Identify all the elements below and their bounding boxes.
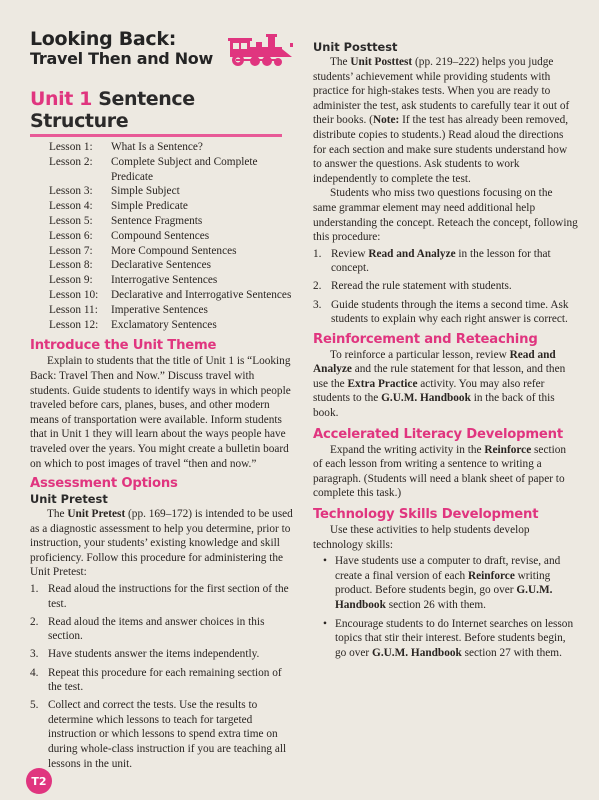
literacy-body: Expand the writing activity in the Reinforce section of each lesson from writing a sentence to writing a paragraph. (Students will need a blank sheet of paper to complete this task.) [313, 443, 567, 500]
lesson-item [49, 288, 295, 303]
lesson-title: Interrogative Sentences [111, 274, 218, 287]
lesson-number: Lesson 7: [49, 244, 93, 257]
lesson-title: Imperative Sentences [111, 303, 208, 316]
theme-title-line2: Travel Then and Now [30, 49, 213, 68]
list-item: 3. Have students answer the items independently. [30, 648, 260, 661]
unit-theme-banner [30, 30, 295, 90]
unit-title [30, 88, 282, 137]
lesson-number: Lesson 6: [49, 229, 93, 242]
lesson-item [49, 258, 295, 273]
list-item: • Have students use a computer to draft, revise, and create a final version of each Reinforce writing product. Before students begin, go over G.U.M. Handbook section 26 with them. [323, 555, 561, 611]
posttest-heading: Unit Posttest [313, 40, 398, 54]
list-item: 4. Repeat this procedure for each remaining section of the test. [30, 666, 282, 694]
pretest-steps [30, 582, 295, 771]
lesson-number: Lesson 5: [49, 214, 93, 227]
assessment-heading: Assessment Options [30, 476, 178, 492]
unit-name: Sentence Structure [30, 88, 195, 132]
lesson-item [49, 273, 295, 288]
lesson-title: What Is a Sentence? [111, 141, 203, 153]
lesson-number: Lesson 9: [49, 274, 93, 287]
posttest-reteach: Students who miss two questions focusing on the same grammar element may need additional help understanding the concept. Reteach the concept, following this procedure: [313, 187, 578, 244]
list-item: 5. Collect and correct the tests. Use the results to determine which lessons to teach for targeted instruction or which lessons to spend extra time on during whole-class instruction if you are teaching all lessons in the unit. [30, 699, 287, 770]
posttest-body: The Unit Posttest (pp. 219–222) helps you judge students’ achievement while providing students with practice for high-stakes tests. When you are ready to administer the test, ask students to carefully tear it out of their books. (Note: If the test has already been removed, distribute copies to students.) Read aloud the directions for each section and make sure students understand how to answer the questions. Ask students to work independently to complete the test. [313, 56, 570, 185]
lesson-item [49, 303, 295, 318]
lesson-title: Simple Subject [111, 185, 180, 198]
lesson-title: Declarative Sentences [111, 259, 212, 272]
pretest-heading: Unit Pretest [30, 492, 108, 507]
lesson-title: Simple Predicate [111, 200, 188, 213]
lesson-number: Lesson 10: [49, 288, 99, 301]
list-item: 3. Guide students through the items a second time. Ask students to explain why each right answer is correct. [313, 298, 569, 326]
technology-intro: Use these activities to help students develop technology skills: [313, 524, 530, 551]
lesson-item [49, 199, 295, 214]
posttest-steps [313, 247, 578, 327]
unit-number: Unit 1 [30, 88, 92, 110]
lesson-number: Lesson 8: [49, 259, 93, 272]
reinforcement-heading: Reinforcement and Reteaching [313, 331, 538, 347]
lesson-title: More Compound Sentences [111, 244, 237, 257]
reinforcement-body: To reinforce a particular lesson, review Read and Analyze and the rule statement for that lesson, and then use the Extra Practice activity. You may also refer students to the G.U.M. Handbook in the back of this book. [313, 348, 566, 420]
lesson-number: Lesson 4: [49, 200, 93, 213]
left-column [30, 30, 295, 775]
list-item: • Encourage students to do Internet searches on lesson topics that stir their interest. Before students begin, go over G.U.M. Handbook section 27 with them. [323, 617, 574, 659]
literacy-heading: Accelerated Literacy Development [313, 426, 563, 442]
lesson-number: Lesson 11: [49, 303, 98, 316]
lesson-list [49, 140, 295, 332]
list-item: 1. Review Read and Analyze in the lesson for that concept. [313, 247, 551, 275]
lesson-number: Lesson 2: [49, 155, 93, 168]
list-item: 2. Read aloud the items and answer choices in this section. [30, 615, 265, 643]
train-icon [228, 32, 300, 68]
lesson-item [49, 184, 295, 199]
right-column [313, 40, 578, 664]
lesson-item [49, 229, 295, 244]
lesson-title: Sentence Fragments [111, 214, 203, 227]
theme-title-line1: Looking Back: [30, 28, 177, 50]
technology-bullets [313, 554, 578, 660]
lesson-title: Complete Subject and Complete Predicate [111, 155, 258, 183]
lesson-title: Compound Sentences [111, 229, 210, 242]
page-number-badge: T2 [26, 768, 52, 794]
lesson-item [49, 155, 295, 185]
list-item: 2. Reread the rule statement with students. [313, 280, 512, 293]
technology-heading: Technology Skills Development [313, 507, 539, 523]
introduce-body: Explain to students that the title of Unit 1 is “Looking Back: Travel Then and Now.” Discuss travel with students. Guide students to identify ways in which people traveled before cars, planes, buses, and other modern means of transportation were available. Inform students that in Unit 1 they will learn about the ways people have traveled over the years. You might create a bulletin board on which to post images of travel “then and now.” [30, 355, 291, 470]
list-item: 1. Read aloud the instructions for the first section of the test. [30, 583, 289, 610]
lesson-title: Exclamatory Sentences [111, 318, 217, 331]
lesson-title: Declarative and Interrogative Sentences [111, 288, 292, 301]
lesson-item [49, 244, 295, 259]
introduce-heading: Introduce the Unit Theme [30, 338, 217, 354]
lesson-number: Lesson 3: [49, 185, 93, 198]
lesson-item [49, 214, 295, 229]
lesson-item [49, 318, 295, 333]
pretest-intro: The Unit Pretest (pp. 169–172) is intended to be used as a diagnostic assessment to help you determine, prior to instruction, your students’ existing knowledge and skill proficiency. Follow this procedure for administering the Unit Pretest: [30, 508, 293, 579]
lesson-item [49, 140, 295, 155]
lesson-number: Lesson 12: [49, 318, 99, 331]
lesson-number: Lesson 1: [49, 141, 93, 153]
